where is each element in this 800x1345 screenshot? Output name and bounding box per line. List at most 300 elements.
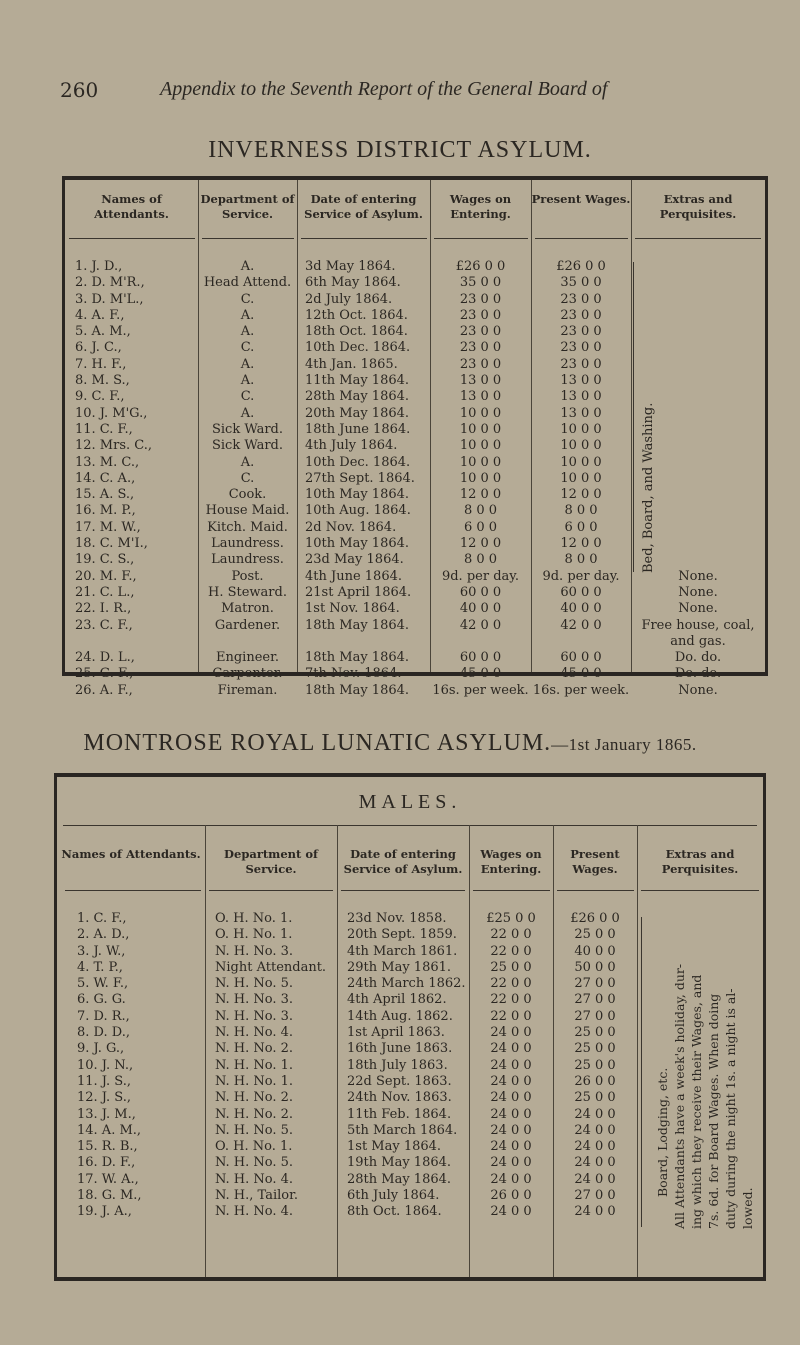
wages-entering: £26 0 0 <box>455 259 506 274</box>
date-entered: 18th June 1864. <box>305 421 411 437</box>
table-row <box>57 944 763 960</box>
date-entered: 5th March 1864. <box>347 1122 458 1138</box>
date-entered: 4th June 1864. <box>305 568 402 584</box>
header-present-wages: Present Wages. <box>570 847 620 876</box>
department: Night Attendant. <box>215 959 327 975</box>
table-row <box>65 292 765 308</box>
header-rule <box>557 890 634 891</box>
table-row <box>65 373 765 389</box>
present-wages: 42 0 0 <box>560 617 602 633</box>
department: Fireman. <box>217 682 278 698</box>
date-entered: 11th Feb. 1864. <box>347 1106 452 1122</box>
header-rule <box>535 238 628 239</box>
table-row <box>57 1025 763 1041</box>
wages-entering: 25 0 0 <box>490 959 532 975</box>
present-wages: 35 0 0 <box>560 275 602 291</box>
montrose-title-date: —1st January 1865. <box>551 735 697 754</box>
attendant-name: 3. D. M'L., <box>75 291 144 307</box>
montrose-title-main: MONTROSE ROYAL LUNATIC ASYLUM. <box>83 730 552 756</box>
present-wages: 26 0 0 <box>574 1073 616 1089</box>
wages-entering: 23 0 0 <box>459 324 502 340</box>
wages-entering: 22 0 0 <box>490 976 532 992</box>
present-wages: 25 0 0 <box>574 927 616 943</box>
date-entered: 18th Oct. 1864. <box>305 324 408 340</box>
present-wages: 27 0 0 <box>574 992 616 1008</box>
table-row <box>65 650 765 666</box>
date-entered: 3d May 1864. <box>305 259 396 274</box>
wages-entering: 60 0 0 <box>459 584 502 600</box>
montrose-title <box>0 730 790 757</box>
date-entered: 1st April 1863. <box>347 1025 445 1041</box>
extras: None. <box>678 568 718 584</box>
date-entered: 21st April 1864. <box>305 584 412 600</box>
attendant-name: 18. G. M., <box>77 1188 142 1204</box>
present-wages: 10 0 0 <box>560 438 602 454</box>
department: O. H. No. 1. <box>215 1139 293 1155</box>
date-entered: 20th Sept. 1859. <box>347 927 457 943</box>
header-department: Department of Service. <box>224 847 318 876</box>
wages-entering: 8 0 0 <box>463 503 498 519</box>
table-row <box>65 438 765 454</box>
table-row <box>65 569 765 585</box>
header-department: Department of Service. <box>200 192 295 221</box>
date-entered: 24th Nov. 1863. <box>347 1090 452 1106</box>
date-entered: 18th May 1864. <box>305 617 410 633</box>
date-entered: 8th Oct. 1864. <box>347 1204 442 1220</box>
department: A. <box>240 405 255 421</box>
department: House Maid. <box>205 503 290 519</box>
extras: None. <box>678 584 718 600</box>
header-rule <box>641 890 759 891</box>
department: N. H. No. 4. <box>215 1025 294 1041</box>
attendant-name: 19. J. A., <box>77 1204 132 1220</box>
bracket-note-line: ing which they receive their Wages, and <box>689 974 704 1229</box>
table-row <box>65 259 765 275</box>
wages-entering: 9d. per day. <box>441 568 520 584</box>
department: Engineer. <box>215 650 280 666</box>
header-rule <box>65 890 201 891</box>
department: N. H. No. 1. <box>215 1073 294 1089</box>
attendant-name: 17. W. A., <box>77 1171 139 1187</box>
table-row <box>57 992 763 1008</box>
date-entered: 23d Nov. 1858. <box>347 911 447 926</box>
department: N. H., Tailor. <box>215 1188 299 1204</box>
attendant-name: 22. I. R., <box>75 601 132 617</box>
header-rule <box>434 238 528 239</box>
department: Post. <box>231 568 264 584</box>
department: Carpenter. <box>212 666 283 682</box>
present-wages: 23 0 0 <box>560 307 602 323</box>
attendant-name: 3. J. W., <box>77 943 126 959</box>
table-row <box>65 683 765 699</box>
attendant-name: 19. C. S., <box>75 552 135 568</box>
date-entered: 1st May 1864. <box>347 1139 442 1155</box>
wages-entering: 12 0 0 <box>459 487 502 503</box>
bracket <box>633 262 634 572</box>
department: Head Attend. <box>203 275 292 291</box>
date-entered: 12th Oct. 1864. <box>305 307 408 323</box>
present-wages: 45 0 0 <box>560 666 602 682</box>
table-row <box>65 487 765 503</box>
header-rule <box>69 238 195 239</box>
present-wages: 16s. per week. <box>532 682 630 698</box>
montrose-table <box>54 773 766 1281</box>
present-wages: 24 0 0 <box>574 1106 616 1122</box>
attendant-name: 1. J. D., <box>75 259 123 274</box>
date-entered: 29th May 1861. <box>347 959 452 975</box>
wages-entering: 24 0 0 <box>490 1139 532 1155</box>
present-wages: £26 0 0 <box>556 259 606 274</box>
date-entered: 27th Sept. 1864. <box>305 470 415 486</box>
department: N. H. No. 2. <box>215 1106 294 1122</box>
department: O. H. No. 1. <box>215 911 293 926</box>
department: C. <box>240 470 255 486</box>
wages-entering: 8 0 0 <box>463 552 498 568</box>
extras: Free house, coal, <box>641 617 755 633</box>
attendant-name: 25. G. F., <box>75 666 134 682</box>
attendant-name: 13. J. M., <box>77 1106 136 1122</box>
attendant-name: 20. M. F., <box>75 568 137 584</box>
department: N. H. No. 3. <box>215 992 294 1008</box>
extras: Do. do. <box>674 666 722 682</box>
date-entered: 18th July 1863. <box>347 1057 448 1073</box>
table-row <box>57 911 763 927</box>
wages-entering: 24 0 0 <box>490 1057 532 1073</box>
date-entered: 2d July 1864. <box>305 291 393 307</box>
table-row <box>65 552 765 568</box>
header-wages-entering: Wages on Entering. <box>449 192 512 221</box>
present-wages: 9d. per day. <box>542 568 620 584</box>
header-wages-entering: Wages on Entering. <box>480 847 542 876</box>
wages-entering: 10 0 0 <box>459 454 502 470</box>
table-row <box>57 1009 763 1025</box>
department: Cook. <box>228 487 267 503</box>
wages-entering: 22 0 0 <box>490 1008 532 1024</box>
table-row <box>65 601 765 617</box>
present-wages: 23 0 0 <box>560 291 602 307</box>
wages-entering: 6 0 0 <box>463 519 498 535</box>
department: Laundress. <box>211 536 284 552</box>
date-entered: 10th May 1864. <box>305 487 410 503</box>
department: N. H. No. 3. <box>215 943 294 959</box>
wages-entering: 24 0 0 <box>490 1106 532 1122</box>
present-wages: 12 0 0 <box>560 487 602 503</box>
wages-entering: 16s. per week. <box>432 682 529 698</box>
department: C. <box>240 340 255 356</box>
date-entered: 4th April 1862. <box>347 992 447 1008</box>
department: N. H. No. 4. <box>215 1204 294 1220</box>
attendant-name: 26. A. F., <box>75 682 133 698</box>
wages-entering: 10 0 0 <box>459 405 502 421</box>
attendant-name: 15. R. B., <box>77 1139 138 1155</box>
subhead-rule <box>63 825 757 826</box>
date-entered: 6th May 1864. <box>305 275 401 291</box>
wages-entering: 24 0 0 <box>490 1041 532 1057</box>
wages-entering: 24 0 0 <box>490 1025 532 1041</box>
bracket-note-line: 7s. 6d. for Board Wages. When doing <box>706 993 721 1229</box>
table-row <box>65 536 765 552</box>
table-row <box>65 406 765 422</box>
department: Kitch. Maid. <box>207 519 288 535</box>
present-wages: 6 0 0 <box>564 519 598 535</box>
table-row <box>65 634 765 650</box>
extras: Do. do. <box>674 650 722 666</box>
present-wages: 27 0 0 <box>574 1008 616 1024</box>
header-rule <box>635 238 761 239</box>
attendant-name: 17. M. W., <box>75 519 141 535</box>
attendant-name: 7. D. R., <box>77 1008 130 1024</box>
attendant-name: 4. A. F., <box>75 307 125 323</box>
department: A. <box>240 324 255 340</box>
department: N. H. No. 5. <box>215 1155 294 1171</box>
date-entered: 10th May 1864. <box>305 536 410 552</box>
date-entered: 28th May 1864. <box>347 1171 452 1187</box>
wages-entering: 24 0 0 <box>490 1155 532 1171</box>
department: N. H. No. 5. <box>215 976 294 992</box>
wages-entering: 10 0 0 <box>459 438 502 454</box>
wages-entering: 13 0 0 <box>459 373 502 389</box>
attendant-name: 5. W. F., <box>77 976 129 992</box>
date-entered: 4th March 1861. <box>347 943 458 959</box>
department: Sick Ward. <box>211 438 283 454</box>
attendant-name: 12. J. S., <box>77 1090 131 1106</box>
table-row <box>65 389 765 405</box>
wages-entering: 22 0 0 <box>490 927 532 943</box>
table-row <box>65 340 765 356</box>
present-wages: 10 0 0 <box>560 470 602 486</box>
attendant-name: 9. J. G., <box>77 1041 125 1057</box>
present-wages: 27 0 0 <box>574 1188 616 1204</box>
wages-entering: 24 0 0 <box>490 1073 532 1089</box>
date-entered: 28th May 1864. <box>305 389 410 405</box>
present-wages: 23 0 0 <box>560 356 602 372</box>
header-date: Date of entering Service of Asylum. <box>304 192 423 221</box>
present-wages: 24 0 0 <box>574 1139 616 1155</box>
present-wages: 25 0 0 <box>574 1090 616 1106</box>
date-entered: 16th June 1863. <box>347 1041 453 1057</box>
table-row <box>65 503 765 519</box>
wages-entering: 23 0 0 <box>459 291 502 307</box>
table-row <box>57 1204 763 1220</box>
department: Gardener. <box>214 617 281 633</box>
attendant-name: 2. D. M'R., <box>75 275 145 291</box>
department: A. <box>240 356 255 372</box>
wages-entering: 12 0 0 <box>459 536 502 552</box>
date-entered: 10th Dec. 1864. <box>305 340 411 356</box>
present-wages: 13 0 0 <box>560 389 602 405</box>
header-rule <box>209 890 333 891</box>
date-entered: 1st Nov. 1864. <box>305 601 400 617</box>
present-wages: 24 0 0 <box>574 1204 616 1220</box>
table-row <box>65 585 765 601</box>
attendant-name: 6. G. G. <box>77 992 126 1008</box>
date-entered: 18th May 1864. <box>305 650 410 666</box>
department: N. H. No. 2. <box>215 1090 294 1106</box>
table-row <box>65 422 765 438</box>
present-wages: 23 0 0 <box>560 324 602 340</box>
header-names: Names of Attendants. <box>94 192 169 221</box>
table-row <box>57 976 763 992</box>
wages-entering: £25 0 0 <box>486 911 536 926</box>
department: A. <box>240 454 255 470</box>
present-wages: 40 0 0 <box>574 943 616 959</box>
inverness-table <box>62 176 768 698</box>
present-wages: 24 0 0 <box>574 1155 616 1171</box>
header-rule <box>473 890 550 891</box>
header-rule <box>202 238 294 239</box>
present-wages: 24 0 0 <box>574 1122 616 1138</box>
date-entered: 4th Jan. 1865. <box>305 356 398 372</box>
table-row <box>65 308 765 324</box>
date-entered: 6th July 1864. <box>347 1188 440 1204</box>
wages-entering: 23 0 0 <box>459 356 502 372</box>
extras: and gas. <box>670 633 726 649</box>
table-row <box>65 666 765 682</box>
header-rule <box>301 238 427 239</box>
wages-entering: 35 0 0 <box>459 275 502 291</box>
bracket-note: Bed, Board, and Washing. <box>641 402 656 573</box>
present-wages: 23 0 0 <box>560 340 602 356</box>
header-rule <box>341 890 465 891</box>
present-wages: 60 0 0 <box>560 584 602 600</box>
header-extras: Extras and Perquisites. <box>659 192 737 221</box>
header-extras: Extras and Perquisites. <box>661 847 739 876</box>
attendant-name: 18. C. M'I., <box>75 536 148 552</box>
department: N. H. No. 2. <box>215 1041 294 1057</box>
department: N. H. No. 4. <box>215 1171 294 1187</box>
page-number: 260 <box>60 78 99 102</box>
wages-entering: 60 0 0 <box>459 650 502 666</box>
attendant-name: 11. C. F., <box>75 421 133 437</box>
wages-entering: 10 0 0 <box>459 470 502 486</box>
attendant-name: 10. J. N., <box>77 1057 134 1073</box>
present-wages: 24 0 0 <box>574 1171 616 1187</box>
attendant-name: 5. A. M., <box>75 324 131 340</box>
attendant-name: 11. J. S., <box>77 1073 131 1089</box>
present-wages: 13 0 0 <box>560 405 602 421</box>
table-row <box>65 324 765 340</box>
department: Sick Ward. <box>211 421 283 437</box>
extras: None. <box>678 601 718 617</box>
wages-entering: 45 0 0 <box>459 666 502 682</box>
attendant-name: 10. J. M'G., <box>75 405 148 421</box>
attendant-name: 16. M. P., <box>75 503 136 519</box>
present-wages: 10 0 0 <box>560 454 602 470</box>
date-entered: 7th Nov. 1864. <box>305 666 402 682</box>
date-entered: 10th Aug. 1864. <box>305 503 411 519</box>
header-present-wages: Present Wages. <box>531 192 631 206</box>
table-row <box>65 520 765 536</box>
attendant-name: 1. C. F., <box>77 911 127 926</box>
table-row <box>57 927 763 943</box>
wages-entering: 26 0 0 <box>490 1188 532 1204</box>
present-wages: 25 0 0 <box>574 1057 616 1073</box>
header-date: Date of entering Service of Asylum. <box>343 847 463 876</box>
header-names: Names of Attendants. <box>61 847 201 861</box>
attendant-name: 16. D. F., <box>77 1155 136 1171</box>
present-wages: 40 0 0 <box>560 601 602 617</box>
wages-entering: 22 0 0 <box>490 943 532 959</box>
present-wages: 12 0 0 <box>560 536 602 552</box>
wages-entering: 24 0 0 <box>490 1122 532 1138</box>
date-entered: 14th Aug. 1862. <box>347 1008 453 1024</box>
attendant-name: 12. Mrs. C., <box>75 438 153 454</box>
wages-entering: 23 0 0 <box>459 340 502 356</box>
department: C. <box>240 389 255 405</box>
wages-entering: 22 0 0 <box>490 992 532 1008</box>
bracket-note-line: lowed. <box>740 1187 755 1229</box>
attendant-name: 21. C. L., <box>75 584 135 600</box>
attendant-name: 14. A. M., <box>77 1122 142 1138</box>
wages-entering: 10 0 0 <box>459 421 502 437</box>
present-wages: 50 0 0 <box>574 959 616 975</box>
attendant-name: 23. C. F., <box>75 617 133 633</box>
present-wages: £26 0 0 <box>570 911 620 926</box>
table-row <box>65 357 765 373</box>
attendant-name: 8. M. S., <box>75 373 130 389</box>
present-wages: 8 0 0 <box>564 503 598 519</box>
date-entered: 23d May 1864. <box>305 552 404 568</box>
date-entered: 4th July 1864. <box>305 438 398 454</box>
bracket-note-line: Board, Lodging, etc. <box>655 1067 670 1197</box>
date-entered: 18th May 1864. <box>305 682 410 698</box>
date-entered: 19th May 1864. <box>347 1155 452 1171</box>
date-entered: 10th Dec. 1864. <box>305 454 411 470</box>
date-entered: 2d Nov. 1864. <box>305 519 397 535</box>
department: H. Steward. <box>208 584 287 600</box>
table-row <box>57 960 763 976</box>
attendant-name: 14. C. A., <box>75 470 136 486</box>
present-wages: 13 0 0 <box>560 373 602 389</box>
attendant-name: 24. D. L., <box>75 650 135 666</box>
table-row <box>65 275 765 291</box>
wages-entering: 42 0 0 <box>459 617 502 633</box>
running-head: Appendix to the Seventh Report of the General Board of <box>160 78 608 100</box>
date-entered: 24th March 1862. <box>347 976 466 992</box>
table-row <box>65 471 765 487</box>
males-subhead: MALES. <box>358 791 462 813</box>
wages-entering: 24 0 0 <box>490 1204 532 1220</box>
department: N. H. No. 5. <box>215 1122 294 1138</box>
department: C. <box>240 291 255 307</box>
bracket-note-line: duty during the night 1s. a night is al- <box>723 988 738 1229</box>
department: Matron. <box>221 601 274 617</box>
table-row <box>65 455 765 471</box>
department: Laundress. <box>211 552 284 568</box>
bracket-note-line: All Attendants have a week's holiday, dur- <box>672 963 687 1229</box>
present-wages: 8 0 0 <box>564 552 598 568</box>
department: A. <box>240 259 255 274</box>
date-entered: 22d Sept. 1863. <box>347 1073 452 1089</box>
department: A. <box>240 373 255 389</box>
attendant-name: 7. H. F., <box>75 356 127 372</box>
attendant-name: 15. A. S., <box>75 487 135 503</box>
department: A. <box>240 307 255 323</box>
inverness-title: INVERNESS DISTRICT ASYLUM. <box>208 137 592 163</box>
bracket <box>641 917 642 1227</box>
wages-entering: 24 0 0 <box>490 1090 532 1106</box>
page-header <box>60 78 760 102</box>
present-wages: 25 0 0 <box>574 1041 616 1057</box>
table-row <box>65 618 765 634</box>
wages-entering: 40 0 0 <box>459 601 502 617</box>
present-wages: 25 0 0 <box>574 1025 616 1041</box>
wages-entering: 23 0 0 <box>459 307 502 323</box>
present-wages: 10 0 0 <box>560 421 602 437</box>
attendant-name: 4. T. P., <box>77 959 123 975</box>
date-entered: 20th May 1864. <box>305 405 410 421</box>
attendant-name: 8. D. D., <box>77 1025 130 1041</box>
